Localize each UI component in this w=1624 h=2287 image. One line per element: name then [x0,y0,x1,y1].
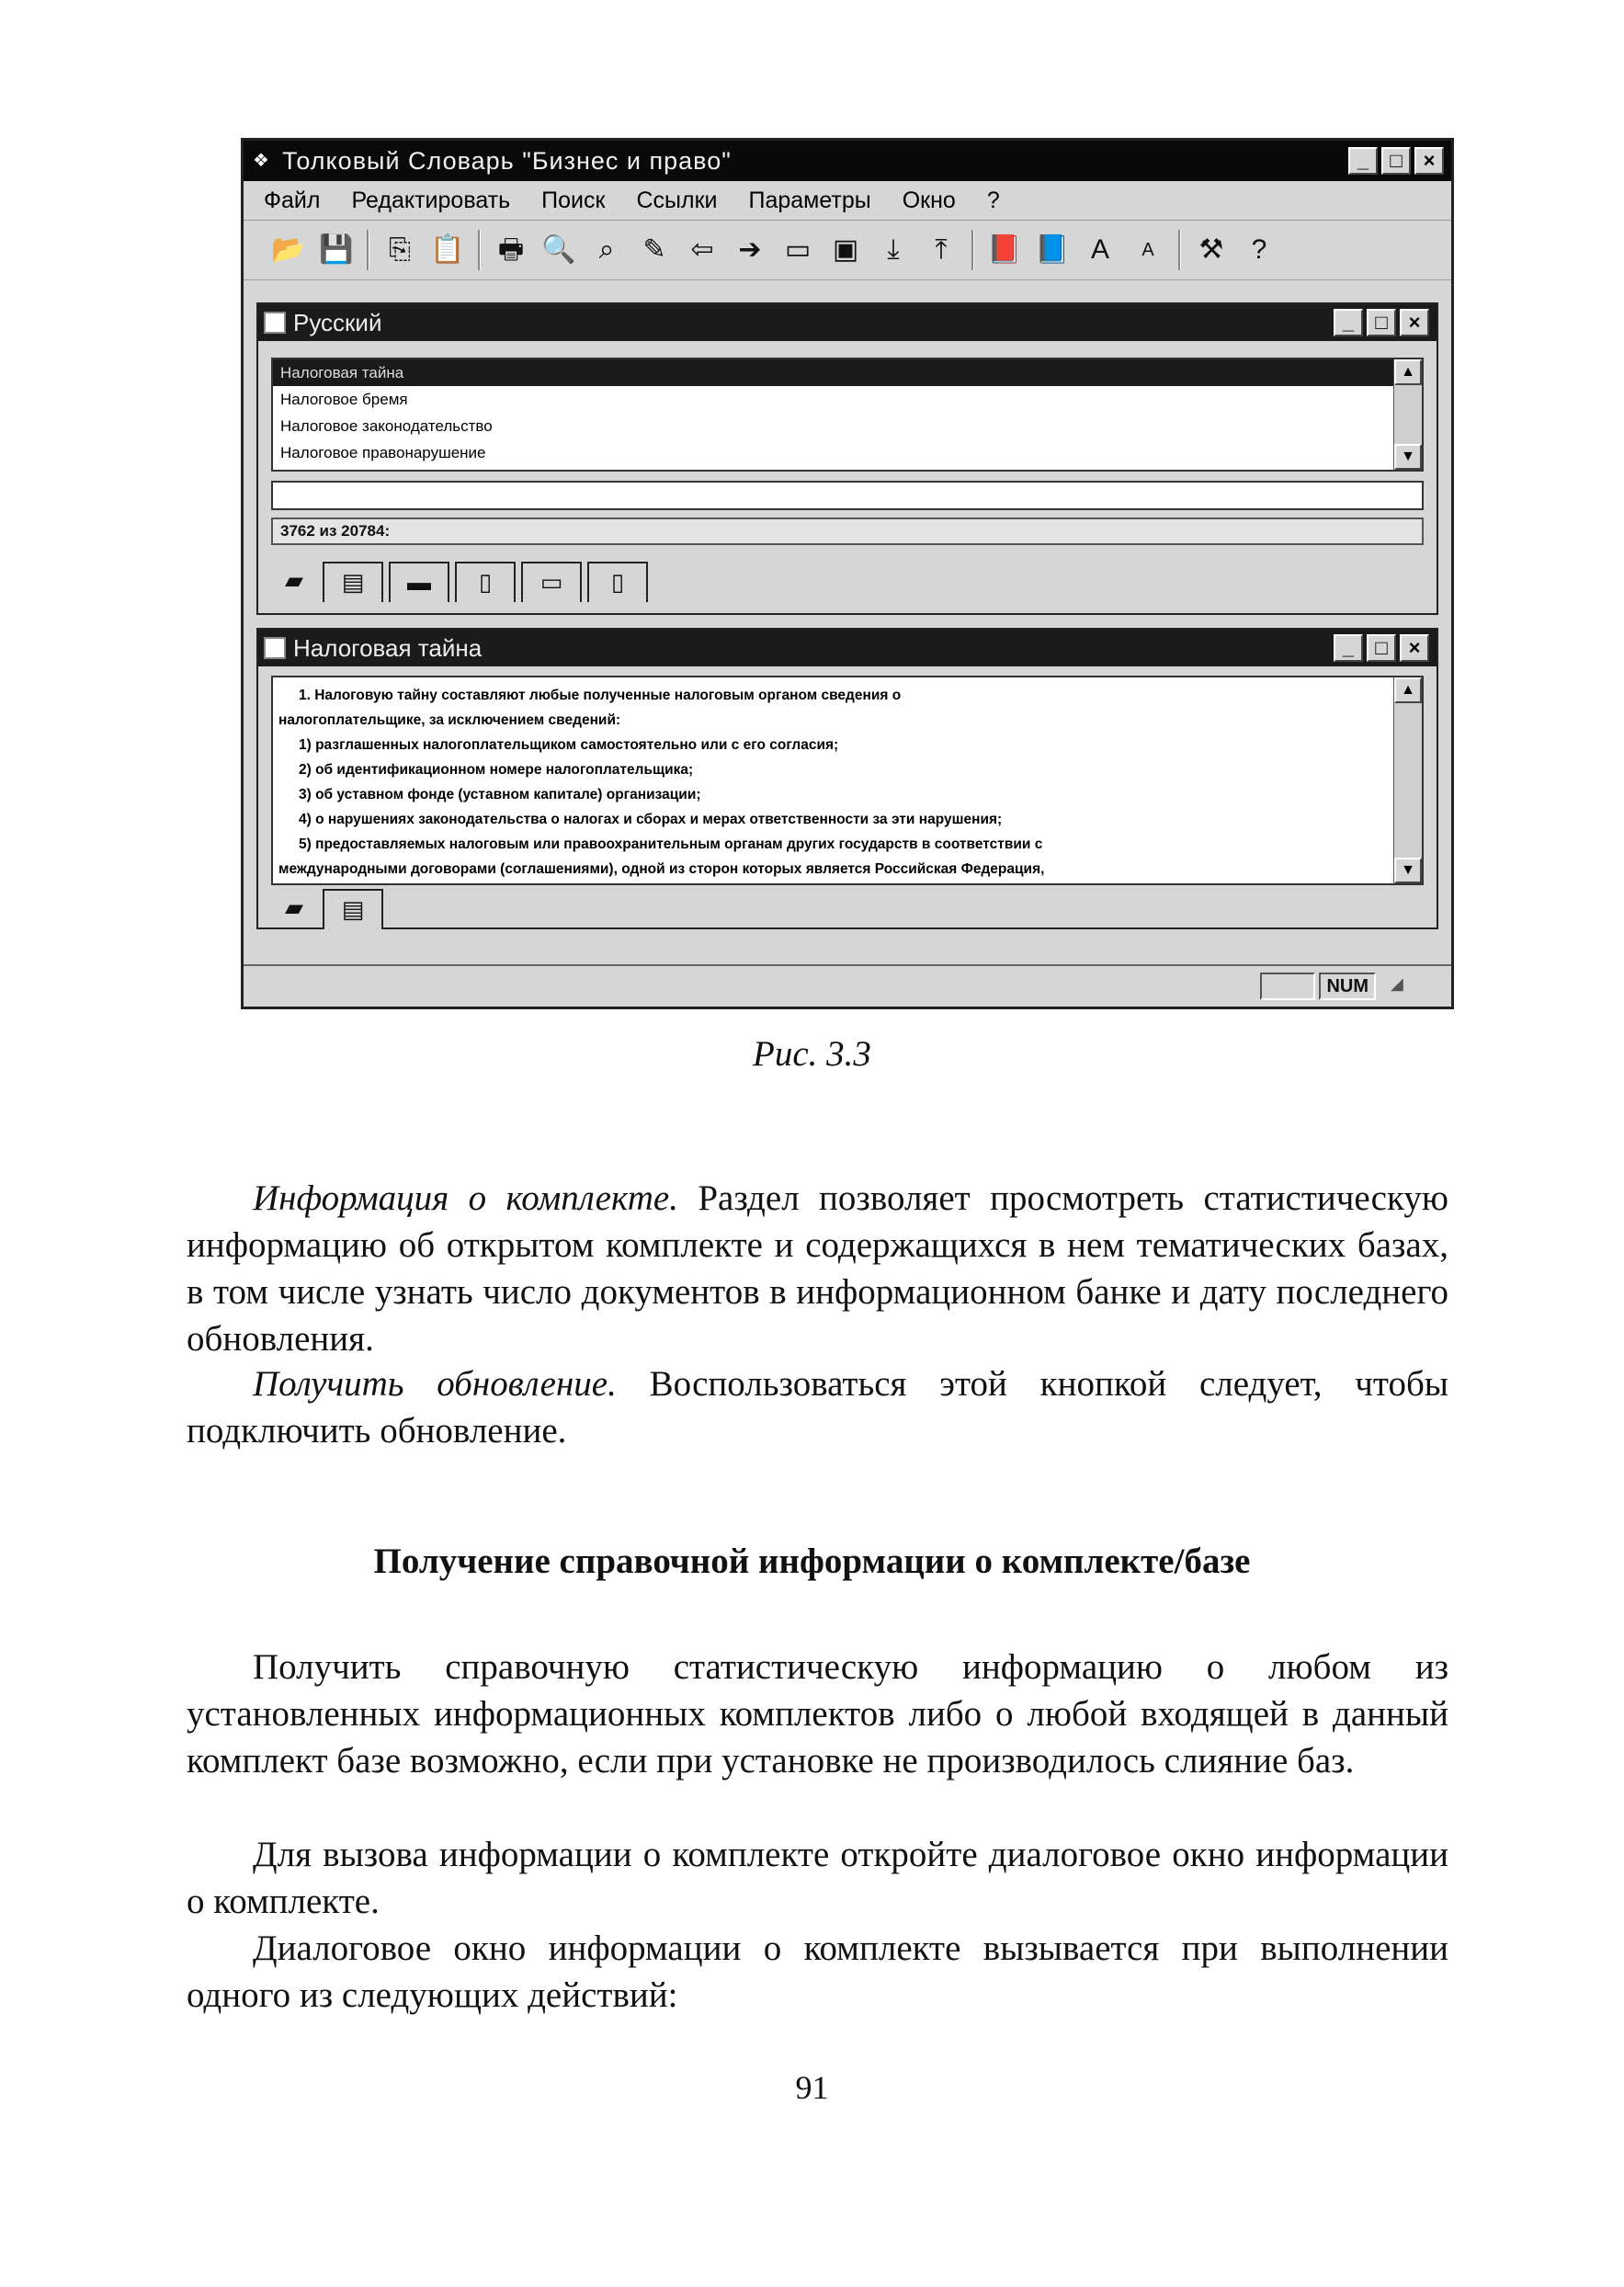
back-icon[interactable]: ⇦ [690,234,714,265]
window-icon [264,312,286,334]
glossary-icon[interactable]: 📘 [1035,234,1070,265]
article-line: 3) об уставном фонде (уставном капитале) организации; [299,787,701,802]
toolbar-separator [1178,230,1181,270]
paragraph-kit-info [187,1175,1448,1362]
menu-links[interactable]: Ссылки [636,187,718,213]
font-increase-icon[interactable]: A [1090,234,1109,265]
list-item[interactable]: Налоговая тайна [273,359,1422,386]
tools-icon[interactable]: ⚒ [1198,234,1224,265]
paste-icon[interactable]: 📋 [430,234,465,265]
menu-help[interactable]: ? [986,187,1000,213]
paragraph-open-dialog: Для вызова информации о комплекте откройте диалоговое окно информации о комплекте. [187,1835,1448,1921]
list-item[interactable]: Налоговое правонарушение [280,444,486,461]
toolbar-separator [367,230,369,270]
tab-book[interactable]: ▬ [389,562,449,602]
import-icon[interactable]: ⤓ [887,234,900,265]
folder-tab-icon[interactable]: ▰ [285,566,303,594]
export-icon[interactable]: ⤒ [935,234,948,265]
article-window [256,628,1438,929]
maximize-button[interactable]: □ [1367,309,1396,336]
tab-dictionary[interactable]: ▤ [323,889,383,929]
folder-icon[interactable]: ▣ [832,234,859,265]
forward-icon[interactable]: ➔ [738,234,762,265]
minimize-button[interactable]: _ [1334,634,1363,662]
paragraph-get-update [187,1360,1448,1454]
article-text[interactable] [271,676,1424,885]
toolbar-separator [971,230,974,270]
paragraph-lead: Получить обновление. [253,1364,617,1404]
menu-parameters[interactable]: Параметры [748,187,871,213]
list-item[interactable]: Налоговое бремя [280,391,408,408]
link-icon[interactable]: ▭ [784,234,812,265]
article-line: 5) предоставляемых налоговым или правоохранительным органам других государств в соответствии с [299,836,1043,852]
maximize-button[interactable]: □ [1367,634,1396,662]
paragraph-lead: Информация о комплекте. [253,1178,678,1218]
scroll-down-icon[interactable]: ▼ [1394,858,1422,883]
tab-doc[interactable]: ▯ [455,562,516,602]
help-icon[interactable]: ? [1251,234,1267,265]
app-window-title: Толковый Словарь "Бизнес и право" [282,146,732,175]
status-panel-empty [1260,973,1315,1000]
tab-pages[interactable]: ▭ [521,562,582,602]
minimize-button[interactable]: _ [1334,309,1363,336]
book-icon[interactable]: 📕 [987,234,1022,265]
term-counter: 3762 из 20784: [271,518,1424,545]
article-line: 4) о нарушениях законодательства о налогах и сборах и мерах ответственности за эти нарушения; [299,812,1003,827]
menu-bar [244,181,1451,220]
window-icon [264,637,286,659]
article-line: 1. Налоговую тайну составляют любые полученные налоговым органом сведения о [299,688,902,703]
page-number: 91 [795,2069,829,2106]
toolbar-separator [478,230,481,270]
tab-note[interactable]: ▯ [587,562,648,602]
folder-tab-icon[interactable]: ▰ [285,893,303,921]
search-input[interactable] [271,481,1424,510]
scroll-up-icon[interactable]: ▲ [1394,677,1422,703]
app-screenshot [241,138,1454,1009]
article-tabs [271,885,1424,929]
article-line: 1) разглашенных налогоплательщиком самостоятельно или с его согласия; [299,737,839,753]
bookmark-icon[interactable]: ✎ [642,234,666,265]
section-heading: Получение справочной информации о комплекте/базе [373,1542,1251,1581]
list-window-title: Русский [293,308,382,336]
tab-dictionary[interactable]: ▤ [323,562,383,602]
figure-caption: Рис. 3.3 [753,1034,871,1074]
term-list[interactable] [271,358,1424,472]
article-scrollbar[interactable] [1393,677,1422,883]
num-lock-indicator: NUM [1319,973,1376,1000]
resize-grip-icon[interactable]: ◢ [1391,974,1403,993]
print-icon[interactable]: 🖶 [497,234,525,265]
paragraph-dialog-call: Диалоговое окно информации о комплекте вызывается при выполнении одного из следующих действий: [187,1929,1448,2015]
menu-edit[interactable]: Редактировать [351,187,511,213]
scroll-down-icon[interactable]: ▼ [1394,444,1422,470]
toolbar [244,220,1451,280]
open-icon[interactable]: 📂 [271,234,306,265]
paragraph-reference-info: Получить справочную статистическую информацию о любом из установленных информационных комплектов либо о любой входящей в данный комплект базе возможно, если при установке не производилось слияние баз. [187,1647,1448,1781]
save-icon[interactable]: 💾 [319,234,354,265]
menu-search[interactable]: Поиск [541,187,606,213]
paragraph-body: Воспользоваться этой кнопкой следует, чтобы подключить обновление. [187,1364,1448,1451]
article-line: 2) об идентификационном номере налогоплательщика; [299,762,694,778]
menu-file[interactable]: Файл [264,187,321,213]
app-icon: ❖ [253,151,269,171]
maximize-button[interactable]: □ [1381,147,1411,175]
copy-icon[interactable]: ⎘ [389,234,411,265]
list-tabs [271,558,1424,602]
find-icon[interactable]: 🔍 [541,234,576,265]
list-item[interactable]: Налоговое законодательство [280,417,493,435]
scroll-up-icon[interactable]: ▲ [1394,359,1422,385]
close-button[interactable]: × [1414,147,1444,175]
article-window-title: Налоговая тайна [293,633,483,662]
list-window-title-bar [258,304,1437,341]
close-button[interactable]: × [1400,634,1429,662]
font-decrease-icon[interactable]: A [1141,240,1154,260]
article-window-title-bar [258,630,1437,666]
article-line: международными договорами (соглашениями), одной из сторон которых является Российская Федерация, [278,861,1045,877]
paragraph-body: Раздел позволяет просмотреть статистическую информацию об открытом комплекте и содержащихся в нем тематических базах, в том числе узнать число документов в информационном банке и дату последнего обновления. [187,1178,1448,1359]
minimize-button[interactable]: _ [1348,147,1378,175]
article-line: налогоплательщике, за исключением сведений: [278,712,621,728]
app-title-bar [244,141,1451,181]
status-bar [244,964,1451,1007]
menu-window[interactable]: Окно [902,187,956,213]
find-next-icon[interactable]: ⌕ [598,234,615,265]
list-window [256,302,1438,615]
list-scrollbar[interactable] [1393,359,1422,470]
close-button[interactable]: × [1400,309,1429,336]
